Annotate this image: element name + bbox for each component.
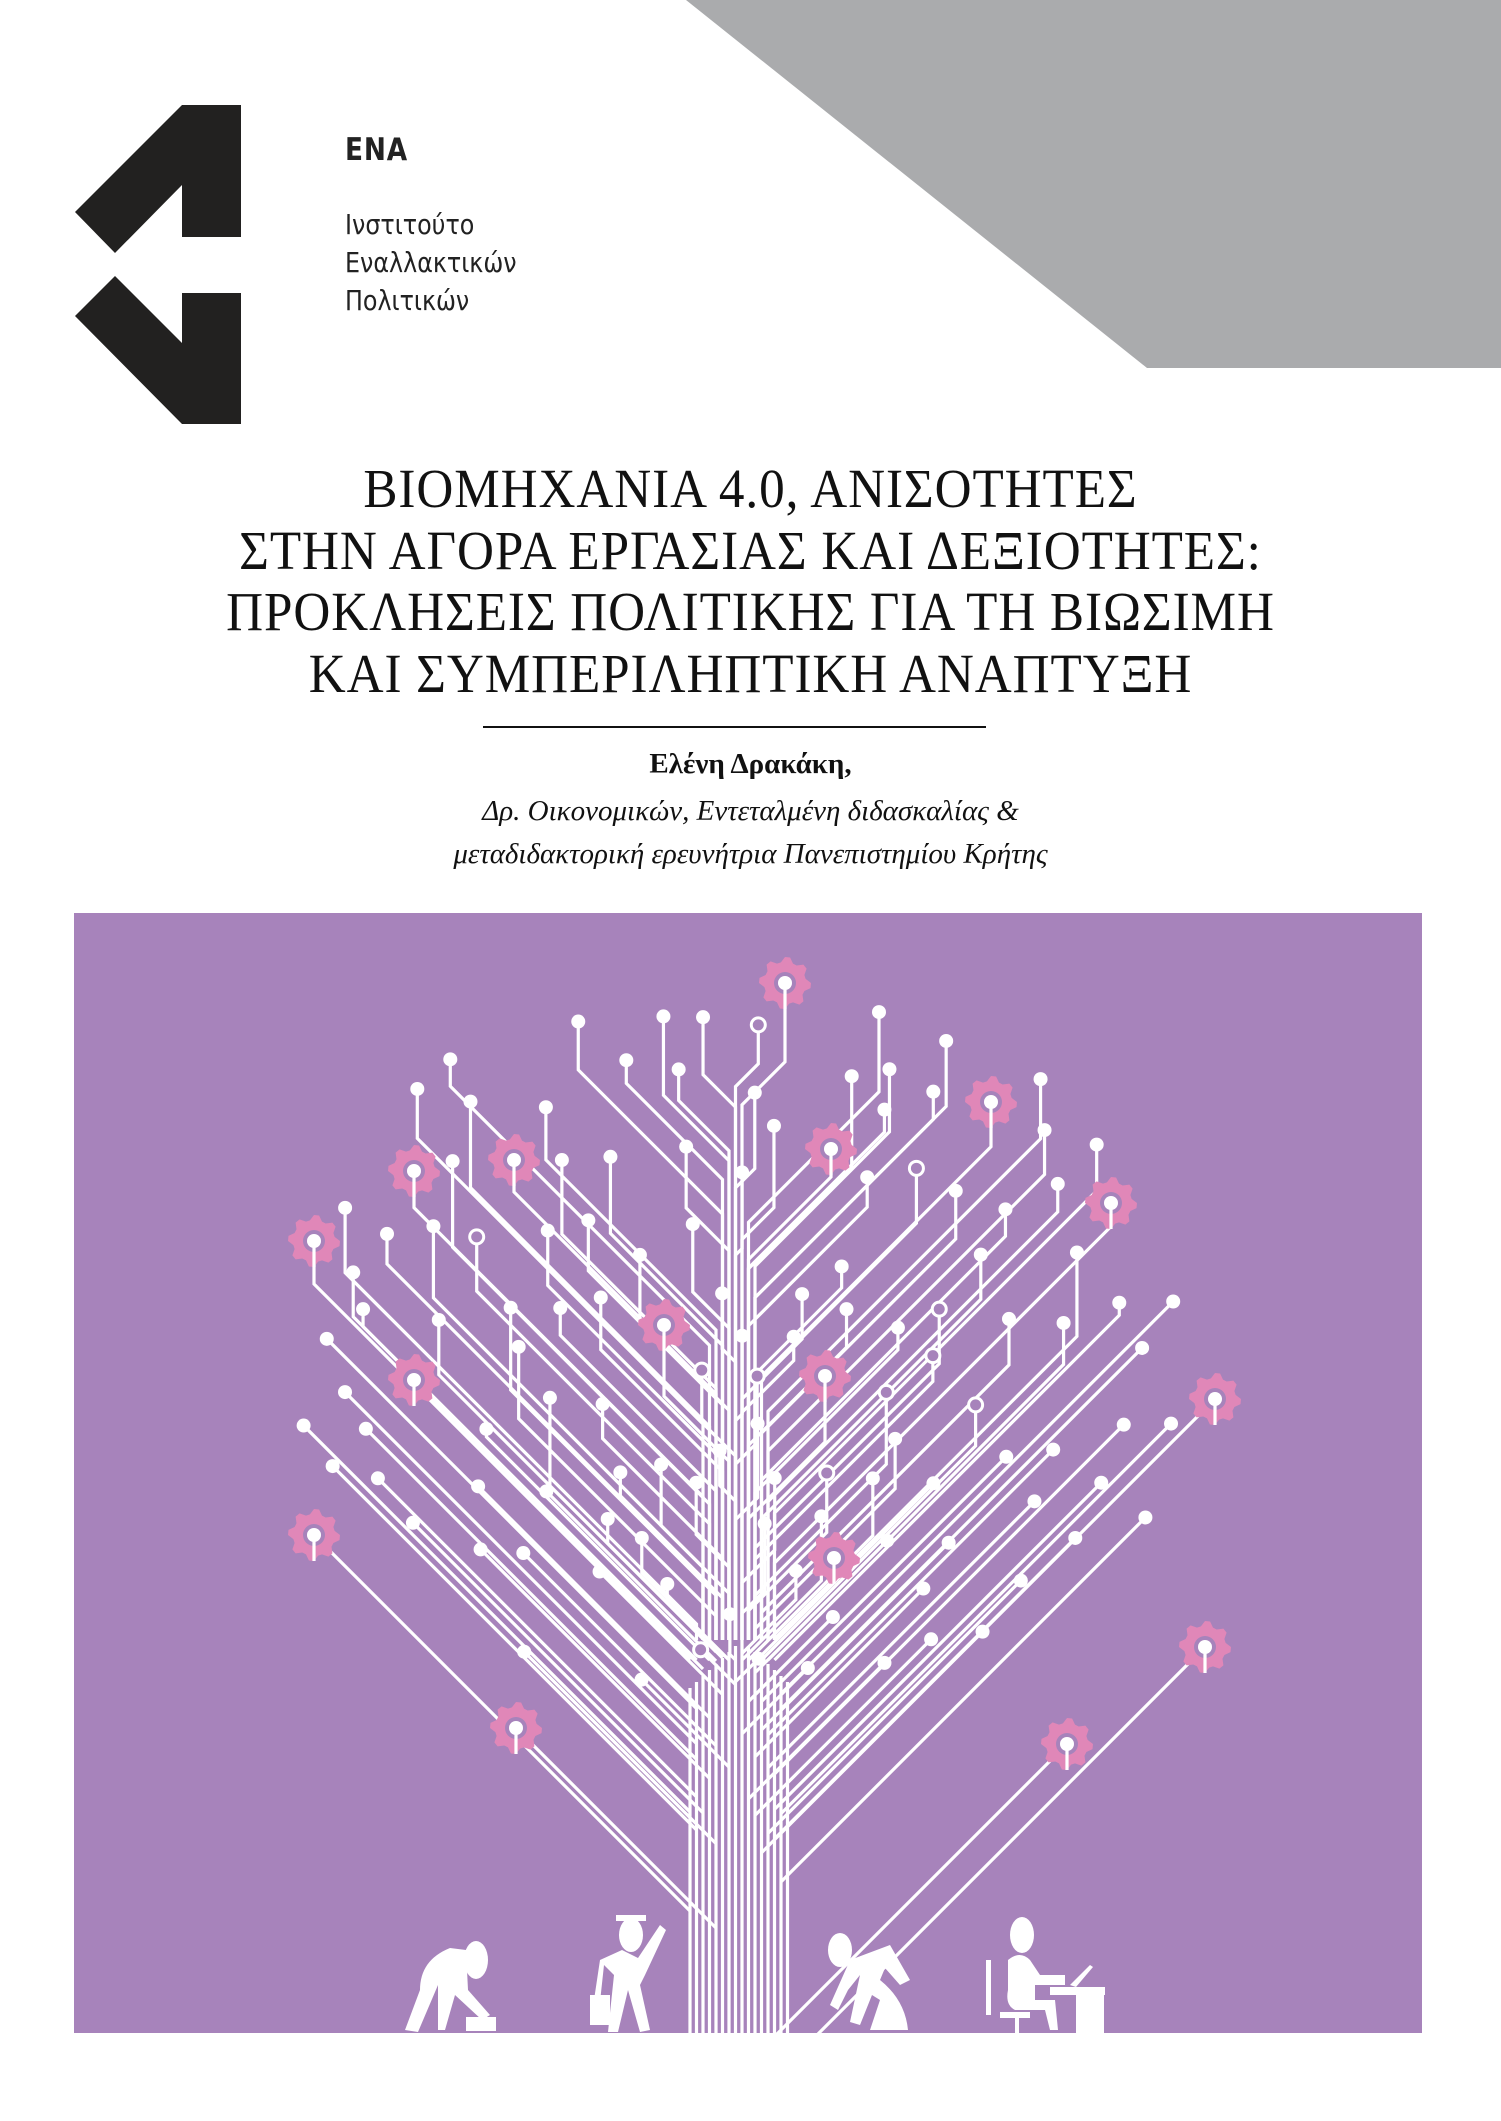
circuit-node-icon <box>880 1534 894 1548</box>
circuit-node-icon <box>909 1161 923 1175</box>
circuit-node-icon <box>679 1140 693 1154</box>
gear-icon <box>490 1702 542 1754</box>
gear-icon <box>388 1145 440 1197</box>
gear-icon <box>638 1299 690 1351</box>
circuit-branch <box>327 1339 697 1709</box>
circuit-node-icon <box>789 1564 803 1578</box>
circuit-node-icon <box>872 1005 886 1019</box>
circuit-node-icon <box>359 1422 373 1436</box>
circuit-node-icon <box>1135 1341 1149 1355</box>
circuit-node-icon <box>942 1536 956 1550</box>
circuit-node-icon <box>603 1150 617 1164</box>
title-divider <box>483 726 986 728</box>
circuit-node-icon <box>571 1015 585 1029</box>
gear-icon <box>288 1215 340 1267</box>
circuit-node-icon <box>601 1512 615 1526</box>
circuit-node-icon <box>1068 1531 1082 1545</box>
circuit-node-icon <box>998 1202 1012 1216</box>
circuit-node-icon <box>1094 1476 1108 1490</box>
title-line: ΚΑΙ ΣΥΜΠΕΡΙΛΗΠΤΙΚΗ ΑΝΑΠΤΥΞΗ <box>308 642 1193 704</box>
worker-icon <box>405 1941 496 2032</box>
circuit-node-icon <box>474 1542 488 1556</box>
circuit-branch <box>453 1161 710 1640</box>
circuit-node-icon <box>939 1034 953 1048</box>
circuit-node-icon <box>735 1165 749 1179</box>
circuit-node-icon <box>512 1340 526 1354</box>
circuit-node-icon <box>297 1419 311 1433</box>
circuit-node-icon <box>1070 1246 1084 1260</box>
circuit-node-icon <box>924 1632 938 1646</box>
circuit-node-icon <box>752 1652 766 1666</box>
org-abbreviation: ΕΝΑ <box>345 132 409 168</box>
circuit-node-icon <box>999 1450 1013 1464</box>
circuit-node-icon <box>371 1471 385 1485</box>
circuit-node-icon <box>916 1582 930 1596</box>
circuit-node-icon <box>1138 1510 1152 1524</box>
circuit-node-icon <box>443 1052 457 1066</box>
gear-icon <box>808 1532 860 1584</box>
circuit-node-icon <box>432 1313 446 1327</box>
circuit-node-icon <box>835 1259 849 1273</box>
circuit-node-icon <box>723 1607 737 1621</box>
circuit-node-icon <box>672 1062 686 1076</box>
circuit-node-icon <box>845 1069 859 1083</box>
title-line: ΣΤΗΝ ΑΓΟΡΑ ΕΡΓΑΣΙΑΣ ΚΑΙ ΔΕΞΙΟΤΗΤΕΣ: <box>239 519 1262 581</box>
circuit-node-icon <box>1051 1177 1065 1191</box>
gear-icon <box>1041 1718 1093 1770</box>
circuit-node-icon <box>446 1154 460 1168</box>
org-name-line: Ινστιτούτο <box>345 208 475 241</box>
circuit-node-icon <box>974 1248 988 1262</box>
circuit-node-icon <box>619 1053 633 1067</box>
circuit-node-icon <box>594 1290 608 1304</box>
circuit-node-icon <box>1057 1316 1071 1330</box>
circuit-node-icon <box>470 1230 484 1244</box>
circuit-node-icon <box>976 1625 990 1639</box>
circuit-node-icon <box>969 1398 983 1412</box>
gear-icon <box>799 1350 851 1402</box>
circuit-node-icon <box>1166 1295 1180 1309</box>
circuit-node-icon <box>694 1643 708 1657</box>
circuit-node-icon <box>860 1170 874 1184</box>
gear-icon <box>288 1509 340 1561</box>
org-name-line: Πολιτικών <box>345 284 470 317</box>
circuit-node-icon <box>767 1119 781 1133</box>
circuit-node-icon <box>826 1610 840 1624</box>
circuit-branch <box>417 1089 703 1640</box>
circuit-node-icon <box>926 1349 940 1363</box>
circuit-node-icon <box>866 1471 880 1485</box>
circuit-node-icon <box>471 1479 485 1493</box>
circuit-node-icon <box>543 1391 557 1405</box>
circuit-node-icon <box>882 1062 896 1076</box>
affiliation-line: μεταδιδακτορική ερευνήτρια Πανεπιστημίου Κρήτης <box>453 838 1048 870</box>
circuit-node-icon <box>750 1369 764 1383</box>
circuit-node-icon <box>504 1301 518 1315</box>
circuit-node-icon <box>426 1219 440 1233</box>
circuit-node-icon <box>695 1363 709 1377</box>
circuit-node-icon <box>1002 1312 1016 1326</box>
circuit-node-icon <box>654 1457 668 1471</box>
circuit-node-icon <box>768 1471 782 1485</box>
circuit-node-icon <box>1038 1123 1052 1137</box>
circuit-node-icon <box>581 1213 595 1227</box>
circuit-node-icon <box>751 1417 765 1431</box>
circuit-node-icon <box>877 1103 891 1117</box>
gear-icon <box>1189 1373 1241 1425</box>
author-name: Ελένη Δρακάκη, <box>649 748 852 780</box>
circuit-node-icon <box>656 1009 670 1023</box>
circuit-node-icon <box>356 1302 370 1316</box>
circuit-node-icon <box>516 1546 530 1560</box>
gear-icon <box>388 1354 440 1406</box>
circuit-node-icon <box>795 1287 809 1301</box>
gear-icon <box>965 1076 1017 1128</box>
circuit-node-icon <box>758 1517 772 1531</box>
circuit-node-icon <box>820 1466 834 1480</box>
circuit-node-icon <box>406 1516 420 1530</box>
circuit-node-icon <box>1090 1138 1104 1152</box>
author-affiliation <box>0 790 1501 876</box>
circuit-node-icon <box>380 1227 394 1241</box>
circuit-node-icon <box>787 1330 801 1344</box>
circuit-node-icon <box>877 1656 891 1670</box>
circuit-node-icon <box>840 1302 854 1316</box>
circuit-node-icon <box>338 1201 352 1215</box>
circuit-node-icon <box>696 1010 710 1024</box>
affiliation-line: Δρ. Οικονομικών, Εντεταλμένη διδασκαλίας & <box>482 795 1019 827</box>
circuit-branch <box>345 1392 696 1743</box>
gear-icon <box>488 1134 540 1186</box>
org-name-line: Εναλλακτικών <box>345 246 517 279</box>
circuit-node-icon <box>888 1432 902 1446</box>
circuit-node-icon <box>593 1565 607 1579</box>
circuit-node-icon <box>814 1509 828 1523</box>
circuit-node-icon <box>326 1459 340 1473</box>
circuit-node-icon <box>660 1577 674 1591</box>
circuit-node-icon <box>410 1082 424 1096</box>
circuit-node-icon <box>320 1332 334 1346</box>
gear-icon <box>1085 1177 1137 1229</box>
worker-icon <box>590 1915 666 2032</box>
circuit-node-icon <box>932 1302 946 1316</box>
circuit-node-icon <box>735 1329 749 1343</box>
worker-icon <box>986 1917 1105 2033</box>
circuit-node-icon <box>949 1184 963 1198</box>
circuit-node-icon <box>1112 1296 1126 1310</box>
title-line: ΠΡΟΚΛΗΣΕΙΣ ΠΟΛΙΤΙΚΗΣ ΓΙΑ ΤΗ ΒΙΩΣΙΜΗ <box>226 581 1275 642</box>
gear-icon <box>1179 1621 1231 1673</box>
circuit-node-icon <box>1014 1574 1028 1588</box>
circuit-node-icon <box>1034 1072 1048 1086</box>
circuit-tree-icon <box>74 913 1422 2033</box>
circuit-node-icon <box>346 1265 360 1279</box>
circuit-node-icon <box>635 1673 649 1687</box>
circuit-node-icon <box>539 1484 553 1498</box>
circuit-node-icon <box>541 1224 555 1238</box>
circuit-node-icon <box>479 1422 493 1436</box>
circuit-node-icon <box>633 1248 647 1262</box>
org-name <box>345 206 547 320</box>
circuit-node-icon <box>879 1385 893 1399</box>
circuit-node-icon <box>517 1645 531 1659</box>
title-line: ΒΙΟΜΗΧΑΝΙΑ 4.0, ΑΝΙΣΟΤΗΤΕΣ <box>363 458 1138 519</box>
circuit-node-icon <box>748 1086 762 1100</box>
gear-icon <box>805 1123 857 1175</box>
document-title <box>0 458 1501 704</box>
circuit-node-icon <box>1117 1418 1131 1432</box>
circuit-node-icon <box>463 1095 477 1109</box>
circuit-node-icon <box>539 1100 553 1114</box>
circuit-node-icon <box>555 1153 569 1167</box>
circuit-branch <box>516 1728 716 1928</box>
circuit-node-icon <box>635 1531 649 1545</box>
circuit-node-icon <box>751 1018 765 1032</box>
circuit-node-icon <box>801 1661 815 1675</box>
cover-illustration <box>74 913 1422 2033</box>
ena-logo-icon <box>0 0 260 440</box>
circuit-node-icon <box>596 1397 610 1411</box>
circuit-node-icon <box>613 1465 627 1479</box>
circuit-node-icon <box>689 1476 703 1490</box>
worker-icon <box>828 1933 910 2030</box>
circuit-node-icon <box>715 1286 729 1300</box>
circuit-node-icon <box>686 1217 700 1231</box>
gear-icon <box>759 957 811 1009</box>
circuit-node-icon <box>926 1085 940 1099</box>
circuit-node-icon <box>926 1476 940 1490</box>
circuit-branch <box>524 1652 716 1844</box>
circuit-branch <box>304 1426 690 1812</box>
circuit-node-icon <box>1027 1494 1041 1508</box>
circuit-node-icon <box>553 1301 567 1315</box>
circuit-node-icon <box>1046 1443 1060 1457</box>
circuit-node-icon <box>1164 1417 1178 1431</box>
circuit-node-icon <box>891 1321 905 1335</box>
circuit-node-icon <box>338 1385 352 1399</box>
circuit-node-icon <box>713 1444 727 1458</box>
